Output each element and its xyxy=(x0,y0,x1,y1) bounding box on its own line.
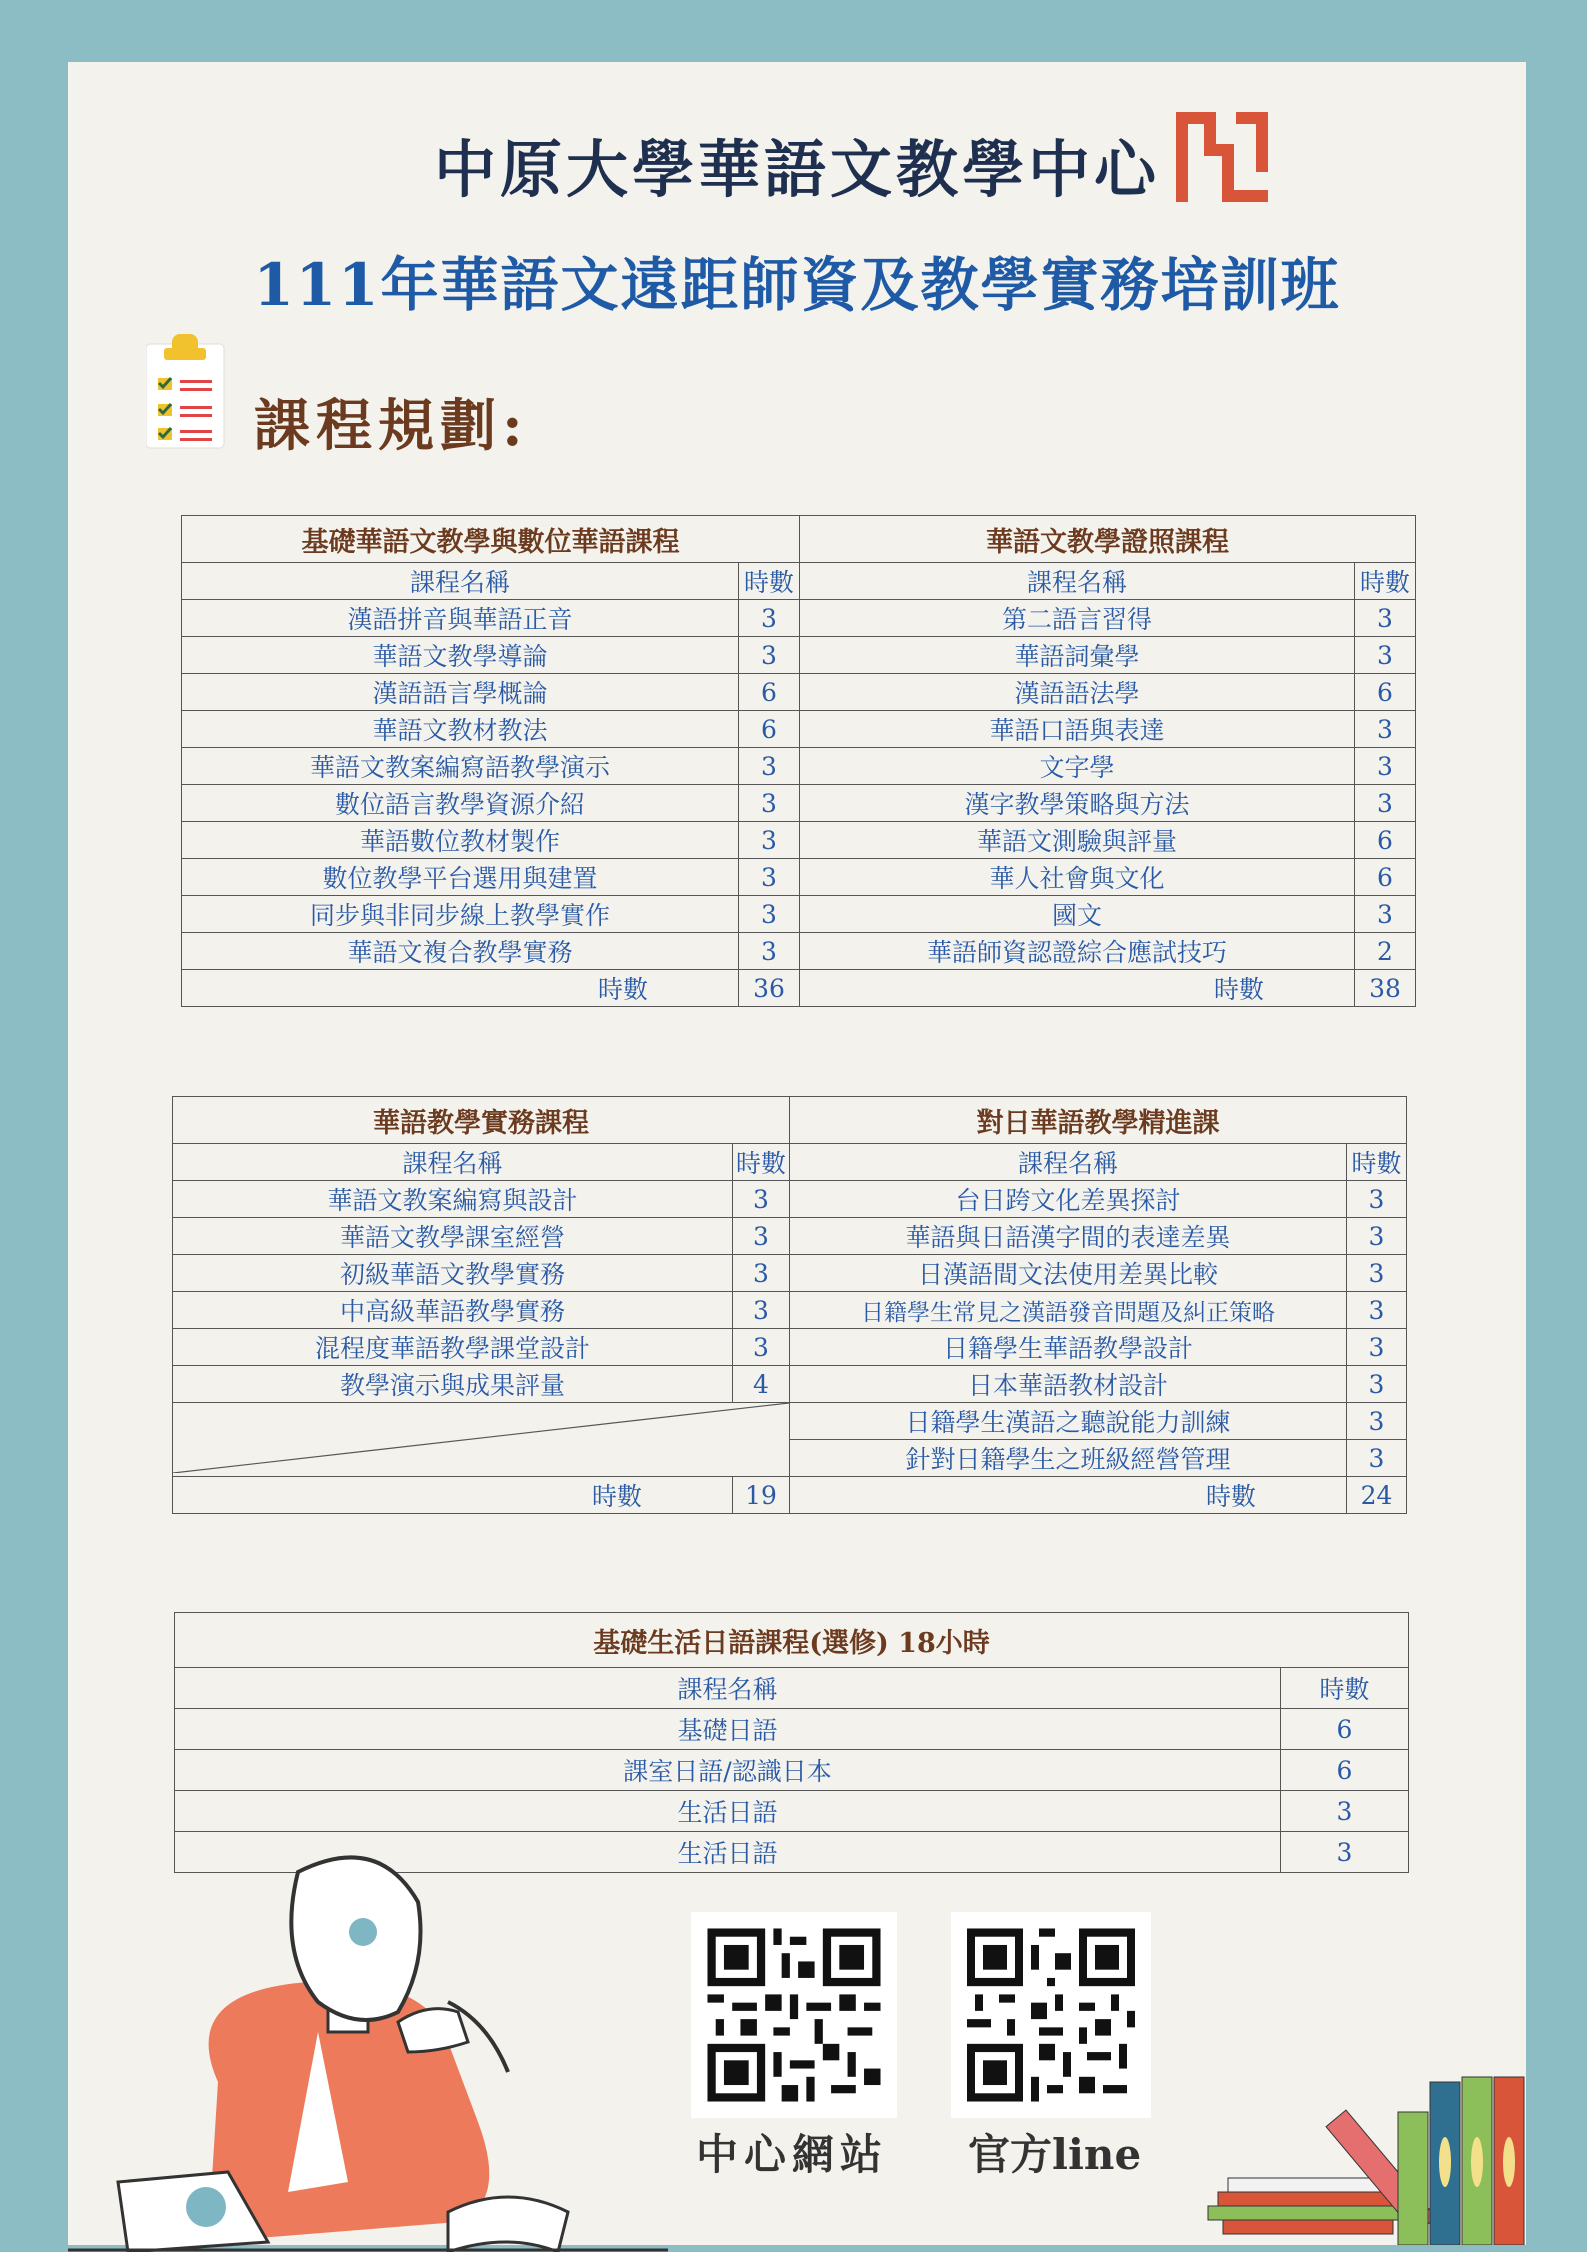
course-name: 初級華語文教學實務 xyxy=(173,1255,733,1292)
course-name: 華語文測驗與評量 xyxy=(800,822,1355,859)
course-hours: 6 xyxy=(1281,1750,1409,1791)
table-section-title: 基礎華語文教學與數位華語課程 xyxy=(182,516,800,563)
course-name: 漢語語法學 xyxy=(800,674,1355,711)
course-hours: 3 xyxy=(1355,748,1416,785)
course-name: 漢語語言學概論 xyxy=(182,674,739,711)
table-row xyxy=(182,859,1416,896)
center-logo-icon xyxy=(1176,112,1268,202)
course-name: 漢字教學策略與方法 xyxy=(800,785,1355,822)
column-header-hours: 時數 xyxy=(733,1144,790,1181)
course-name: 第二語言習得 xyxy=(800,600,1355,637)
course-name: 日籍學生漢語之聽說能力訓練 xyxy=(790,1403,1347,1440)
table-row xyxy=(175,1709,1409,1750)
total-row xyxy=(173,1477,1407,1514)
empty-diagonal-cell xyxy=(173,1403,790,1477)
column-header-hours: 時數 xyxy=(739,563,800,600)
course-name: 數位語言教學資源介紹 xyxy=(182,785,739,822)
total-row xyxy=(182,970,1416,1007)
table-row xyxy=(182,674,1416,711)
program-title: 111年華語文遠距師資及教學實務培訓班 xyxy=(253,251,1341,319)
course-hours: 6 xyxy=(739,711,800,748)
course-hours: 3 xyxy=(739,600,800,637)
course-hours: 4 xyxy=(733,1366,790,1403)
section-heading: 課程規劃: xyxy=(254,393,529,459)
course-hours: 6 xyxy=(1355,674,1416,711)
course-hours: 3 xyxy=(1347,1329,1407,1366)
course-hours: 3 xyxy=(733,1292,790,1329)
table-row xyxy=(175,1791,1409,1832)
column-header-course: 課程名稱 xyxy=(800,563,1355,600)
course-hours: 3 xyxy=(733,1329,790,1366)
course-hours: 2 xyxy=(1355,933,1416,970)
course-name: 華語文教案編寫語教學演示 xyxy=(182,748,739,785)
table-row xyxy=(175,1750,1409,1791)
line-qr-code[interactable] xyxy=(951,1912,1151,2118)
course-hours: 3 xyxy=(739,896,800,933)
course-name: 華語文教學課室經營 xyxy=(173,1218,733,1255)
course-hours: 3 xyxy=(1347,1366,1407,1403)
column-header-course: 課程名稱 xyxy=(182,563,739,600)
total-hours: 38 xyxy=(1355,970,1416,1007)
course-hours: 3 xyxy=(1281,1791,1409,1832)
course-hours: 6 xyxy=(1355,822,1416,859)
diagonal-line-icon xyxy=(173,1403,789,1473)
course-name: 華語口語與表達 xyxy=(800,711,1355,748)
website-label: 中心網站 xyxy=(696,2130,889,2179)
table-row xyxy=(173,1255,1407,1292)
table-row xyxy=(182,711,1416,748)
org-title: 中原大學華語文教學中心 xyxy=(433,133,1160,206)
column-header-hours: 時數 xyxy=(1355,563,1416,600)
course-hours: 3 xyxy=(1355,600,1416,637)
course-name: 教學演示與成果評量 xyxy=(173,1366,733,1403)
course-name: 中高級華語教學實務 xyxy=(173,1292,733,1329)
line-label: 官方line xyxy=(968,2130,1142,2179)
course-name: 日籍學生常見之漢語發音問題及糾正策略 xyxy=(790,1292,1347,1329)
course-name: 基礎日語 xyxy=(175,1709,1281,1750)
course-name: 數位教學平台選用與建置 xyxy=(182,859,739,896)
checklist-icon xyxy=(146,334,226,450)
course-name: 華語數位教材製作 xyxy=(182,822,739,859)
course-name: 華人社會與文化 xyxy=(800,859,1355,896)
table-section-title: 基礎生活日語課程(選修) 18小時 xyxy=(175,1613,1409,1668)
website-qr-code[interactable] xyxy=(691,1912,897,2118)
course-name: 文字學 xyxy=(800,748,1355,785)
qr-code-icon xyxy=(951,1912,1151,2118)
course-hours: 3 xyxy=(733,1218,790,1255)
course-table-1 xyxy=(181,515,1416,1007)
course-hours: 3 xyxy=(1347,1255,1407,1292)
course-name: 針對日籍學生之班級經營管理 xyxy=(790,1440,1347,1477)
total-label: 時數 xyxy=(182,970,739,1007)
course-hours: 3 xyxy=(1347,1403,1407,1440)
course-name: 華語文複合教學實務 xyxy=(182,933,739,970)
course-name: 台日跨文化差異探討 xyxy=(790,1181,1347,1218)
course-name: 國文 xyxy=(800,896,1355,933)
course-name: 同步與非同步線上教學實作 xyxy=(182,896,739,933)
course-hours: 3 xyxy=(733,1181,790,1218)
table-row xyxy=(182,600,1416,637)
course-hours: 6 xyxy=(739,674,800,711)
total-hours: 36 xyxy=(739,970,800,1007)
column-header-course: 課程名稱 xyxy=(173,1144,733,1181)
total-label: 時數 xyxy=(173,1477,733,1514)
course-hours: 3 xyxy=(1347,1218,1407,1255)
column-header-course: 課程名稱 xyxy=(790,1144,1347,1181)
qr-code-icon xyxy=(691,1912,897,2118)
books-illustration-icon xyxy=(1168,2022,1526,2245)
course-hours: 3 xyxy=(1355,785,1416,822)
total-hours: 19 xyxy=(733,1477,790,1514)
course-table-2 xyxy=(172,1096,1407,1514)
table-row xyxy=(173,1292,1407,1329)
course-name: 生活日語 xyxy=(175,1832,1281,1873)
course-hours: 3 xyxy=(1347,1292,1407,1329)
course-name: 課室日語/認識日本 xyxy=(175,1750,1281,1791)
table-row xyxy=(182,785,1416,822)
course-hours: 3 xyxy=(1355,711,1416,748)
course-hours: 3 xyxy=(1347,1440,1407,1477)
course-name: 華語詞彙學 xyxy=(800,637,1355,674)
course-hours: 3 xyxy=(739,859,800,896)
course-name: 生活日語 xyxy=(175,1791,1281,1832)
table-section-title: 對日華語教學精進課 xyxy=(790,1097,1407,1144)
table-row xyxy=(182,748,1416,785)
table-row xyxy=(173,1218,1407,1255)
table-row xyxy=(173,1329,1407,1366)
course-hours: 3 xyxy=(1355,896,1416,933)
course-name: 華語文教學導論 xyxy=(182,637,739,674)
total-hours: 24 xyxy=(1347,1477,1407,1514)
course-name: 華語與日語漢字間的表達差異 xyxy=(790,1218,1347,1255)
course-name: 華語師資認證綜合應試技巧 xyxy=(800,933,1355,970)
total-label: 時數 xyxy=(800,970,1355,1007)
poster-sheet xyxy=(68,62,1526,2245)
table-row xyxy=(182,822,1416,859)
course-hours: 3 xyxy=(1281,1832,1409,1873)
table-row xyxy=(182,896,1416,933)
table-row xyxy=(173,1181,1407,1218)
course-name: 華語文教案編寫與設計 xyxy=(173,1181,733,1218)
course-table-3 xyxy=(174,1612,1409,1873)
course-name: 日籍學生華語教學設計 xyxy=(790,1329,1347,1366)
table-row xyxy=(173,1366,1407,1403)
course-hours: 3 xyxy=(739,785,800,822)
column-header-hours: 時數 xyxy=(1347,1144,1407,1181)
course-name: 華語文教材教法 xyxy=(182,711,739,748)
course-hours: 3 xyxy=(733,1255,790,1292)
table-section-title: 華語文教學證照課程 xyxy=(800,516,1416,563)
course-hours: 6 xyxy=(1355,859,1416,896)
course-hours: 3 xyxy=(739,822,800,859)
table-row xyxy=(182,637,1416,674)
column-header-course: 課程名稱 xyxy=(175,1668,1281,1709)
course-name: 日本華語教材設計 xyxy=(790,1366,1347,1403)
course-hours: 3 xyxy=(739,933,800,970)
course-name: 混程度華語教學課堂設計 xyxy=(173,1329,733,1366)
course-name: 日漢語間文法使用差異比較 xyxy=(790,1255,1347,1292)
course-hours: 3 xyxy=(739,748,800,785)
course-hours: 3 xyxy=(739,637,800,674)
course-hours: 6 xyxy=(1281,1709,1409,1750)
person-illustration-icon xyxy=(68,1852,668,2252)
total-label: 時數 xyxy=(790,1477,1347,1514)
course-hours: 3 xyxy=(1347,1181,1407,1218)
table-row xyxy=(182,933,1416,970)
table-row xyxy=(173,1403,1407,1440)
course-name: 漢語拼音與華語正音 xyxy=(182,600,739,637)
column-header-hours: 時數 xyxy=(1281,1668,1409,1709)
course-hours: 3 xyxy=(1355,637,1416,674)
table-section-title: 華語教學實務課程 xyxy=(173,1097,790,1144)
